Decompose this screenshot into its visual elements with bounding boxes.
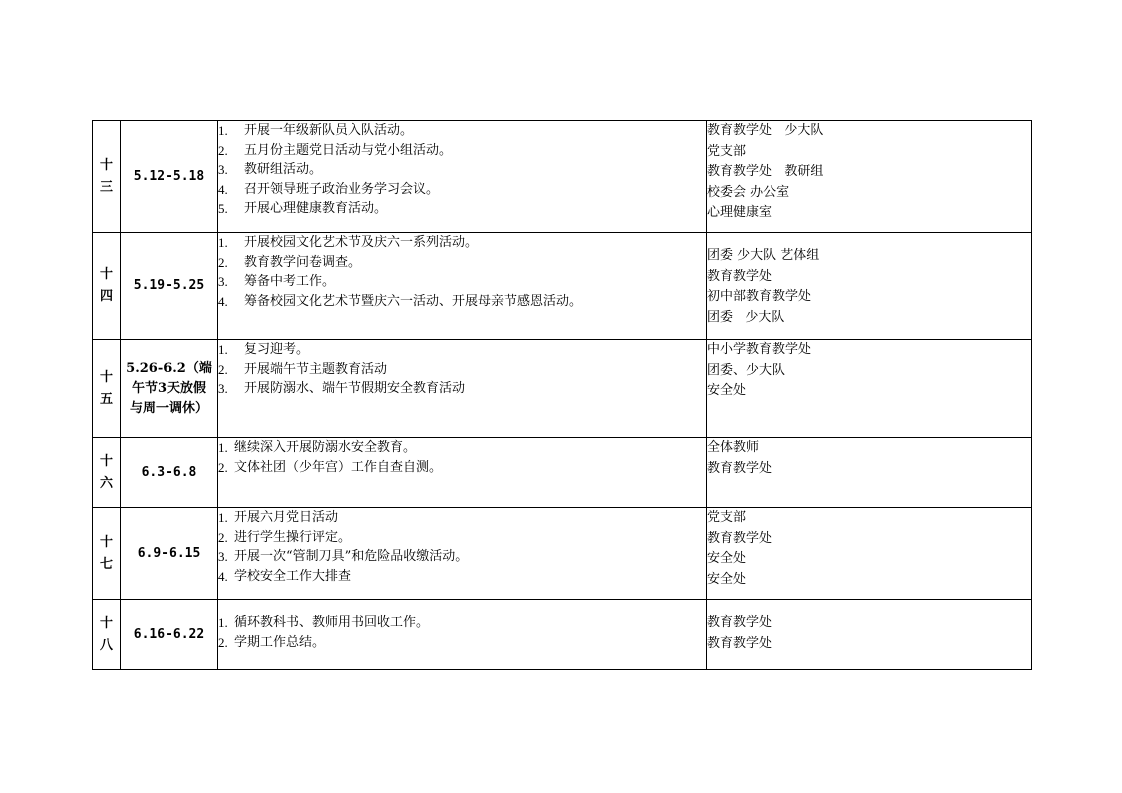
date-line: 5.26-6.2（端 (126, 360, 212, 376)
dept-item: 教育教学处 少大队 (707, 123, 824, 138)
week-label: 三 (99, 179, 113, 195)
dept-item: 党支部 (707, 510, 747, 525)
date-cell: 6.3-6.8 (121, 438, 218, 508)
dept-item: 党支部 (707, 143, 747, 159)
task-item: 4. 召开领导班子政治业务学习会议。 (218, 181, 440, 197)
table-row (93, 233, 1032, 340)
task-item: 3. 开展一次“管制刀具”和危险品收缴活动。 (218, 549, 469, 564)
week-label: 六 (99, 475, 113, 491)
task-item: 1. 循环教科书、教师用书回收工作。 (218, 615, 430, 630)
dept-item: 安全处 (707, 383, 747, 398)
dept-item: 教育教学处 (707, 635, 773, 651)
dept-item: 安全处 (707, 571, 747, 587)
task-item: 3. 教研组活动。 (218, 162, 323, 177)
dept-item: 全体教师 (707, 440, 760, 455)
task-item: 1. 开展六月党日活动 (218, 510, 339, 525)
date-line: 午节3天放假 (131, 380, 207, 396)
dept-cell (707, 508, 1032, 600)
week-label: 十 (99, 157, 113, 173)
task-item: 1. 开展一年级新队员入队活动。 (218, 123, 414, 138)
date-cell: 6.9-6.15 (121, 508, 218, 600)
tasks-cell (218, 233, 707, 340)
dept-item: 团委 少大队 艺体组 (707, 248, 820, 263)
dept-item: 校委会 办公室 (707, 184, 790, 200)
dept-item: 教育教学处 (707, 268, 773, 284)
dept-item: 教育教学处 (707, 460, 773, 476)
date-line: 与周一调休） (129, 400, 208, 416)
schedule-table (92, 120, 1032, 670)
dept-item: 初中部教育教学处 (707, 289, 812, 304)
dept-cell (707, 121, 1032, 233)
dept-cell (707, 233, 1032, 340)
dept-cell (707, 438, 1032, 508)
week-cell (93, 233, 121, 340)
task-item: 4. 学校安全工作大排查 (218, 568, 352, 584)
dept-cell (707, 340, 1032, 438)
task-item: 2. 教育教学问卷调查。 (218, 254, 362, 270)
dept-item: 心理健康室 (707, 205, 773, 220)
week-cell (93, 600, 121, 670)
task-item: 1. 开展校园文化艺术节及庆六一系列活动。 (218, 235, 479, 250)
week-label: 七 (99, 556, 113, 572)
dept-item: 教育教学处 (707, 530, 773, 546)
task-item: 3. 开展防溺水、端午节假期安全教育活动 (218, 381, 466, 396)
week-cell (93, 508, 121, 600)
week-label: 十 (99, 453, 113, 469)
week-label: 四 (99, 289, 113, 304)
task-item: 2. 进行学生操行评定。 (218, 529, 352, 545)
table-row (93, 508, 1032, 600)
task-item: 2. 文体社团（少年宫）工作自查自测。 (218, 459, 443, 475)
dept-cell (707, 600, 1032, 670)
tasks-cell (218, 340, 707, 438)
tasks-cell (218, 600, 707, 670)
date-cell: 5.12-5.18 (121, 121, 218, 233)
dept-item: 中小学教育教学处 (707, 342, 812, 357)
task-item: 4. 筹备校园文化艺术节暨庆六一活动、开展母亲节感恩活动。 (218, 293, 583, 309)
task-item: 5. 开展心理健康教育活动。 (218, 201, 388, 216)
dept-item: 团委 少大队 (707, 309, 785, 325)
task-item: 2. 学期工作总结。 (218, 634, 326, 650)
task-item: 2. 开展端午节主题教育活动 (218, 361, 388, 377)
tasks-cell (218, 438, 707, 508)
week-label: 十 (99, 615, 113, 631)
week-label: 十 (99, 369, 113, 385)
week-label: 十 (99, 267, 113, 282)
table-row (93, 438, 1032, 508)
table-row (93, 121, 1032, 233)
week-label: 五 (99, 391, 113, 407)
task-item: 1. 复习迎考。 (218, 342, 310, 357)
task-item: 1. 继续深入开展防溺水安全教育。 (218, 440, 417, 455)
dept-item: 教育教学处 (707, 615, 773, 630)
date-cell: 5.19-5.25 (121, 233, 218, 340)
date-cell (121, 340, 218, 438)
table-row (93, 340, 1032, 438)
tasks-cell (218, 508, 707, 600)
dept-item: 团委、少大队 (707, 362, 786, 378)
dept-item: 教育教学处 教研组 (707, 164, 824, 179)
week-cell (93, 438, 121, 508)
tasks-cell (218, 121, 707, 233)
week-cell (93, 121, 121, 233)
date-cell: 6.16-6.22 (121, 600, 218, 670)
dept-item: 安全处 (707, 551, 747, 566)
week-label: 八 (99, 637, 113, 653)
table-row (93, 600, 1032, 670)
task-item: 3. 筹备中考工作。 (218, 274, 336, 289)
task-item: 2. 五月份主题党日活动与党小组活动。 (218, 142, 453, 158)
week-label: 十 (99, 534, 113, 550)
week-cell (93, 340, 121, 438)
